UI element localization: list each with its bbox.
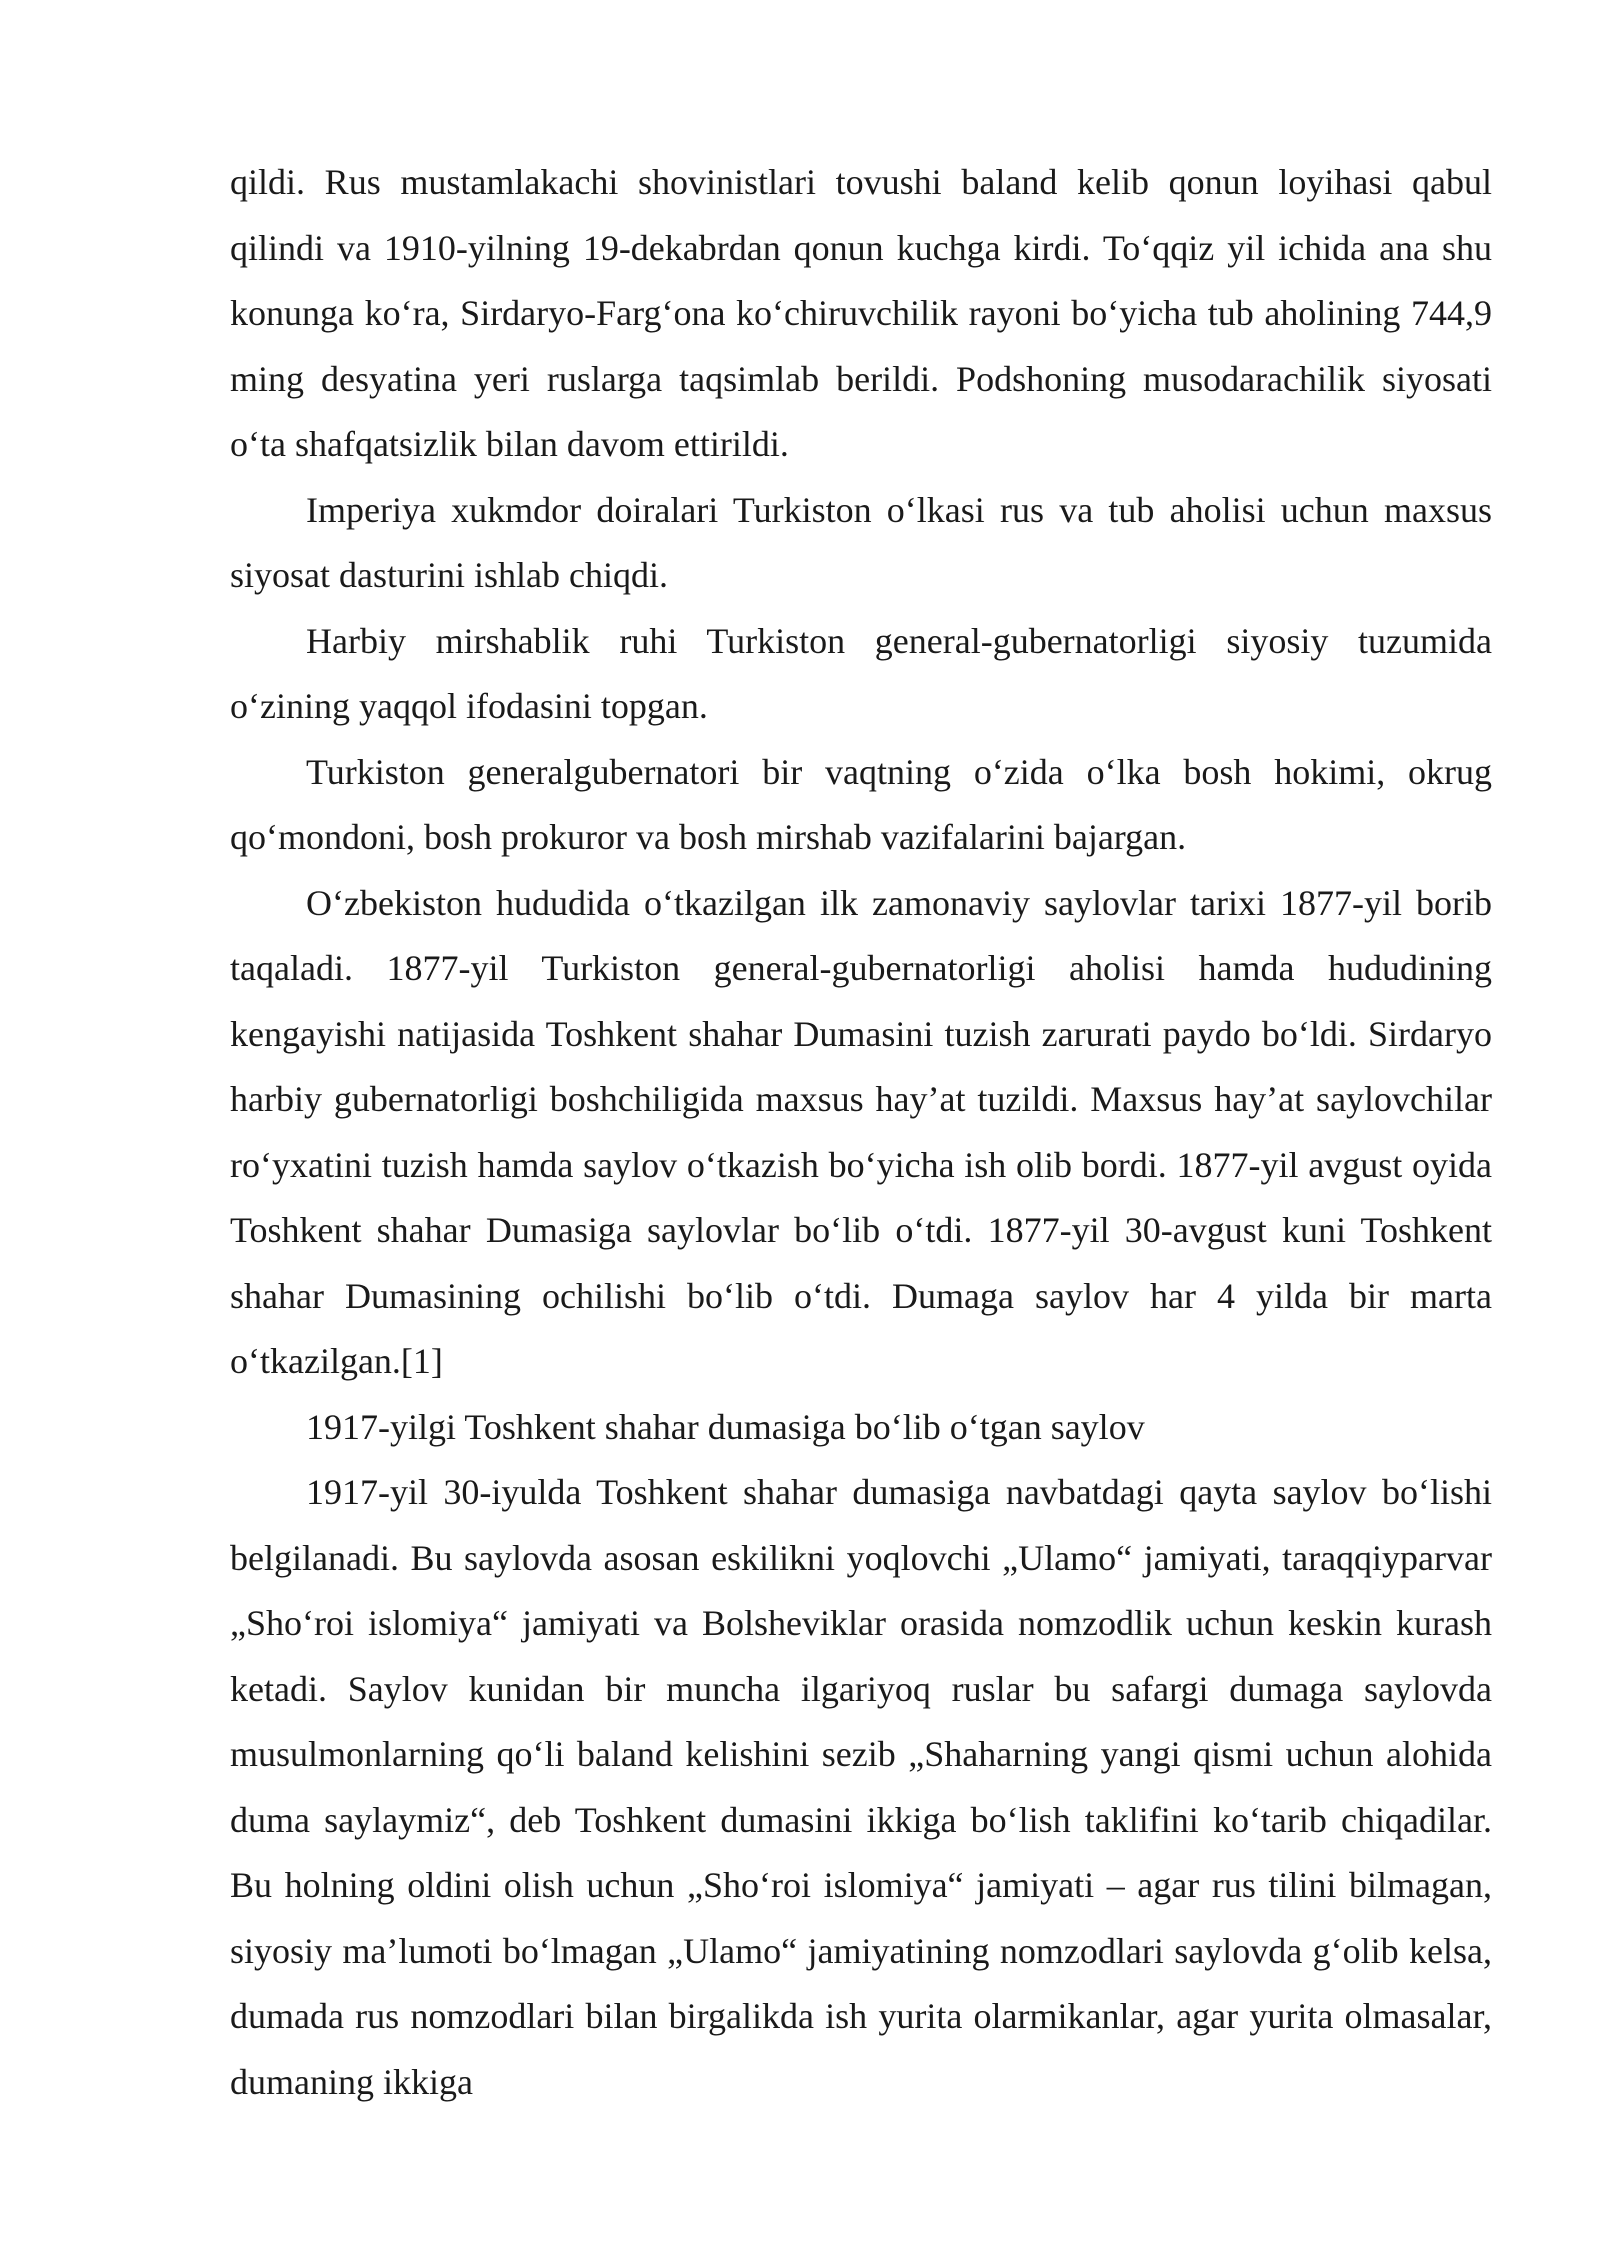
paragraph-imperial-policy: Imperiya xukmdor doiralari Turkiston o‘lkasi rus va tub aholisi uchun maxsus siyosat dasturini ishlab chiqdi. (230, 489, 1492, 595)
section-heading-1917-election: 1917-yilgi Toshkent shahar dumasiga bo‘lib o‘tgan saylov (306, 1406, 1145, 1447)
paragraph-continuation: qildi. Rus mustamlakachi shovinistlari tovushi baland kelib qonun loyihasi qabul qilindi va 1910-yilning 19-dekabrdan qonun kuchga kirdi. To‘qqiz yil ichida ana shu konunga ko‘ra, Sirdaryo-Farg‘ona ko‘chiruvchilik rayoni bo‘yicha tub aholining 744,9 ming desyatina yeri ruslarga taqsimlab berildi. Podshoning musodarachilik siyosati o‘ta shafqatsizlik bilan davom ettirildi. (230, 162, 1492, 464)
paragraph-first-elections: O‘zbekiston hududida o‘tkazilgan ilk zamonaviy saylovlar tarixi 1877-yil borib taqaladi. 1877-yil Turkiston general-gubernatorligi aholisi hamda hududining kengayishi natijasida Toshkent shahar Dumasini tuzish zarurati paydo bo‘ldi. Sirdaryo harbiy gubernatorligi boshchiligida maxsus hay’at tuzildi. Maxsus hay’at saylovchilar ro‘yxatini tuzish hamda saylov o‘tkazish bo‘yicha ish olib bordi. 1877-yil avgust oyida Toshkent shahar Dumasiga saylovlar bo‘lib o‘tdi. 1877-yil 30-avgust kuni Toshkent shahar Dumasining ochilishi bo‘lib o‘tdi. Dumaga saylov har 4 yilda bir marta o‘tkazilgan.[1] (230, 882, 1492, 1381)
paragraph-military-police: Harbiy mirshablik ruhi Turkiston general-gubernatorligi siyosiy tuzumida o‘zining yaqqol ifodasini topgan. (230, 620, 1492, 726)
document-page (230, 150, 1492, 2115)
paragraph-1917-election: 1917-yil 30-iyulda Toshkent shahar dumasiga navbatdagi qayta saylov bo‘lishi belgilanadi. Bu saylovda asosan eskilikni yoqlovchi „Ulamo“ jamiyati, taraqqiyparvar „Sho‘roi islomiya“ jamiyati va Bolsheviklar orasida nomzodlik uchun keskin kurash ketadi. Saylov kunidan bir muncha ilgariyoq ruslar bu safargi dumaga saylovda musulmonlarning qo‘li baland kelishini sezib „Shaharning yangi qismi uchun alohida duma saylaymiz“, deb Toshkent dumasini ikkiga bo‘lish taklifini ko‘tarib chiqadilar. Bu holning oldini olish uchun „Sho‘roi islomiya“ jamiyati – agar rus tilini bilmagan, siyosiy ma’lumoti bo‘lmagan „Ulamo“ jamiyatining nomzodlari saylovda g‘olib kelsa, dumada rus nomzodlari bilan birgalikda ish yurita olarmikanlar, agar yurita olmasalar, dumaning ikkiga (230, 1472, 1492, 2102)
paragraph-governor-general: Turkiston generalgubernatori bir vaqtning o‘zida o‘lka bosh hokimi, okrug qo‘mondoni, bosh prokuror va bosh mirshab vazifalarini bajargan. (230, 751, 1492, 857)
